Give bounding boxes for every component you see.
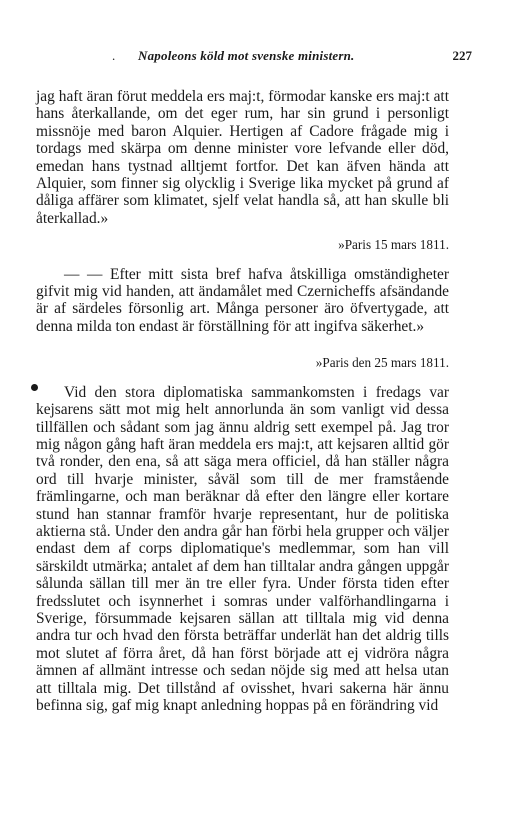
page-number: 227	[452, 48, 472, 63]
paragraph-letter-excerpt: — — Efter mitt sista bref hafva åtskilliga omständigheter gifvit mig vid handen, att ändamålet med Czernicheffs afsändande är af särdeles försonlig art. Många personer äro öfvertygade, att denna milda ton endast är förställning för att ingifva säkerhet.»	[36, 265, 449, 335]
letter-dateline: »Paris den 25 mars 1811.	[315, 355, 449, 371]
paragraph-continuation: jag haft äran förut meddela ers maj:t, förmodar kanske ers maj:t att hans återkallande, om det eger rum, har sin grund i personligt missnöje med baron Alquier. Hertigen af Cadore frågade mig i tordags med skärpa om denne minister vore lefvande eller död, emedan hans tystnad alltjemt fortfor. Det kan äfven hända att Alquier, som finner sig olycklig i Sverige lika mycket på grund af dåliga affärer som klimatet, sjelf velat handla så, att han skulle bli återkallad.»	[36, 88, 449, 227]
header-dot: .	[112, 48, 116, 63]
letter-dateline: »Paris 15 mars 1811.	[338, 237, 449, 253]
running-title: Napoleons köld mot svenske ministern.	[138, 48, 355, 63]
running-header	[112, 48, 472, 70]
paragraph-letter-body: Vid den stora diplomatiska sammankomsten i fredags var kejsarens sätt mot mig helt annorlunda än som vanligt vid dessa tillfällen och sådant som jag ännu aldrig sett exempel på. Jag tror mig någon gång haft äran meddela ers maj:t, att kejsaren alltid gör två ronder, den ena, så att säga mera officiel, då han ställer några ord till hvarje minister, såväl som till de mer framstående främlingarne, och man beräknar då efter den längre eller kortare stund han stannar framför hvarje representant, hur de politiska aktierna stå. Under den andra går han förbi hela grupper och väljer endast dem af corps diplomatique's medlemmar, som han vill särskildt utmärka; antalet af dem han tilltalar andra gången uppgår sålunda sällan till mer än tre eller fyra. Under första tiden efter fredsslutet och isynnerhet i somras under valförhandlingarna i Sverige, försummade kejsaren sällan att tilltala mig vid denna andra tur och hvad den första beträffar underlät han det aldrig tills mot slutet af förra året, då han först började att ej vidröra några ämnen af allmänt intresse och sedan nöjde sig med att helsa utan att tilltala mig. Det tillstånd af ovisshet, hvari sakerna här ännu befinna sig, gaf mig knapt anledning hoppas på en förändring vid	[36, 383, 449, 714]
section-gap	[36, 335, 449, 345]
page-body	[36, 88, 449, 714]
